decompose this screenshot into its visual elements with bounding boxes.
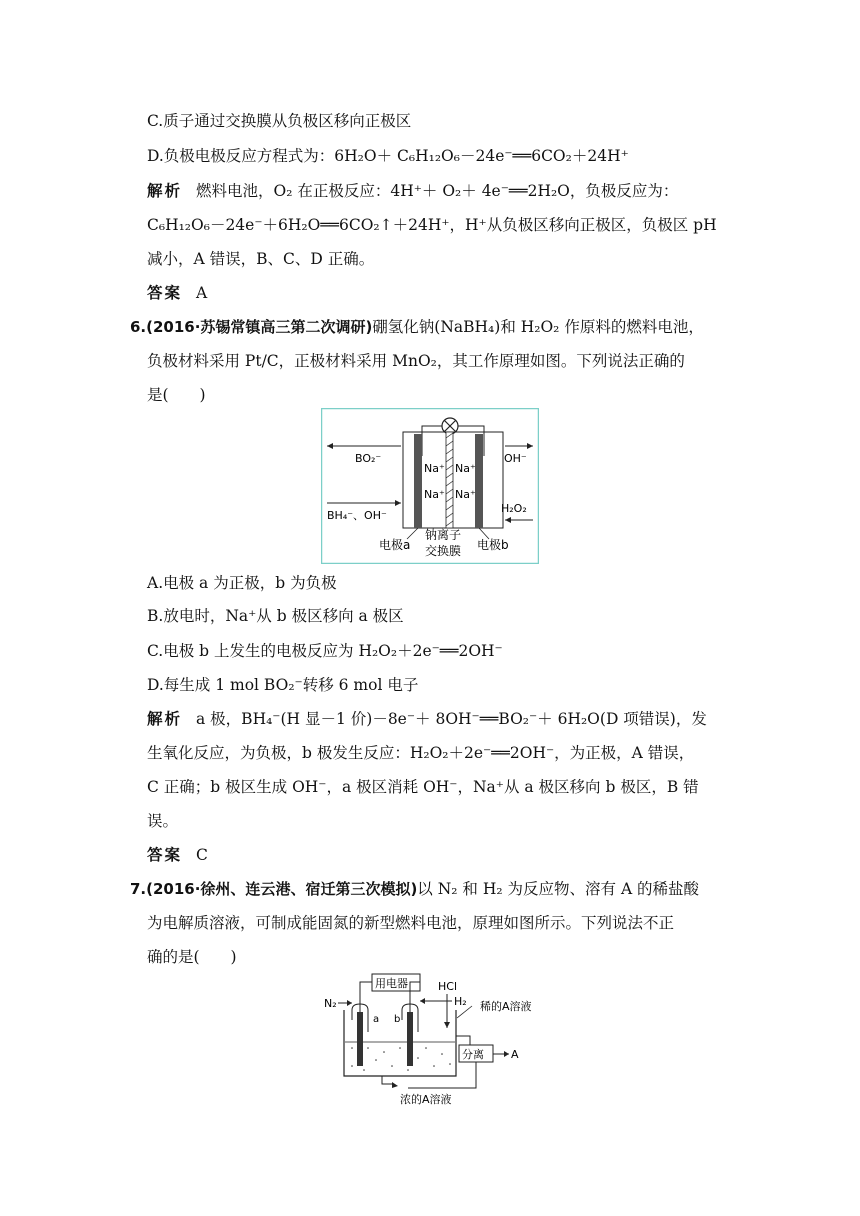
device-label: 用电器 [375,977,408,990]
answer-label: 答案 [147,284,183,302]
q7-stem-line-1 [130,878,699,900]
answer-label: 答案 [147,846,183,864]
na-label-4: Na⁺ [455,488,476,501]
q6-answer [147,844,208,866]
q6-option-c: C.电极 b 上发生的电极反应为 H₂O₂＋2e⁻══2OH⁻ [147,642,503,660]
electrode-a-rod [357,1012,363,1066]
oh-label: OH⁻ [504,452,527,465]
q5-option-d: D.负极电极反应方程式为：6H₂O＋ C₆H₁₂O₆－24e⁻══6CO₂＋24H⁺ [147,147,629,165]
q6-stem-line-3: 是( ) [147,386,206,404]
q6-option-b: B.放电时，Na⁺从 b 极区移向 a 极区 [147,607,404,625]
h2o2-label: H₂O₂ [501,502,527,515]
bh4-oh-label: BH₄⁻、OH⁻ [327,509,387,522]
q7-stem-line-3: 确的是( ) [147,948,237,966]
membrane-label-1: 钠离子 [425,528,462,542]
analysis-label: 解析 [147,710,183,728]
dilute-solution-label: 稀的A溶液 [480,1000,532,1013]
membrane-label-2: 交换膜 [425,544,462,558]
na-label-3: Na⁺ [424,488,445,501]
product-label: A [511,1048,519,1061]
electrode-b-label: 电极b [477,538,509,552]
electrode-a-label: 电极a [379,538,411,552]
concentrated-solution-label: 浓的A溶液 [400,1093,452,1106]
hcl-label: HCl [438,980,458,993]
q7-stem-line-2: 为电解质溶液，可制成能固氮的新型燃料电池，原理如图所示。下列说法不正 [147,914,675,932]
electrode-b-rod [407,1012,413,1066]
analysis-label: 解析 [147,182,183,200]
q5-analysis-line-2: C₆H₁₂O₆－24e⁻＋6H₂O══6CO₂↑＋24H⁺，H⁺从负极区移向正极区，负极区 pH [147,216,717,234]
n2-label: N₂ [324,997,337,1010]
electrode-b-letter: b [394,1014,401,1025]
answer-value: A [196,284,208,302]
q6-stem-line-2: 负极材料采用 Pt/C，正极材料采用 MnO₂，其工作原理如图。下列说法正确的 [147,352,685,370]
q6-option-a: A.电极 a 为正极，b 为负极 [147,574,337,592]
q5-analysis-line-1 [147,180,678,202]
q6-analysis-line-3: C 正确；b 极区生成 OH⁻，a 极区消耗 OH⁻，Na⁺从 a 极区移向 b 极区，B 错 [147,778,699,796]
electrode-a-bar [414,434,422,528]
q6-stem-text: 硼氢化钠(NaBH₄)和 H₂O₂ 作原料的燃料电池， [372,318,704,336]
separator-label: 分离 [462,1048,484,1061]
analysis-text: 燃料电池，O₂ 在正极反应：4H⁺＋ O₂＋ 4e⁻══2H₂O，负极反应为： [196,182,679,200]
q5-answer [147,282,207,304]
q7-source: 7.(2016·徐州、连云港、宿迁第三次模拟) [130,880,418,898]
q6-analysis-line-2: 生氧化反应，为负极，b 极发生反应：H₂O₂＋2e⁻══2OH⁻，为正极，A 错误， [147,744,695,762]
h2-label: H₂ [454,995,467,1008]
na-label-1: Na⁺ [424,462,445,475]
q6-option-d: D.每生成 1 mol BO₂⁻转移 6 mol 电子 [147,676,419,694]
analysis-text: a 极，BH₄⁻(H 显－1 价)－8e⁻＋ 8OH⁻══BO₂⁻＋ 6H₂O(D 项错误)，发 [196,710,707,728]
na-label-2: Na⁺ [455,462,476,475]
q6-fuel-cell-figure [321,408,539,564]
q5-option-c: C.质子通过交换膜从负极区移向正极区 [147,112,412,130]
electrode-a-letter: a [373,1014,380,1025]
bo2-label: BO₂⁻ [355,452,382,465]
q7-nitrogen-cell-figure [322,970,552,1110]
q6-stem-line-1 [130,316,704,338]
q5-analysis-line-3: 减小，A 错误，B、C、D 正确。 [147,250,375,268]
q6-source: 6.(2016·苏锡常镇高三第二次调研) [130,318,373,336]
answer-value: C [196,846,208,864]
q6-analysis-line-1 [147,708,707,730]
q7-stem-text: 以 N₂ 和 H₂ 为反应物、溶有 A 的稀盐酸 [417,880,700,898]
electrode-b-bar [475,434,483,528]
q6-analysis-line-4: 误。 [147,812,179,830]
